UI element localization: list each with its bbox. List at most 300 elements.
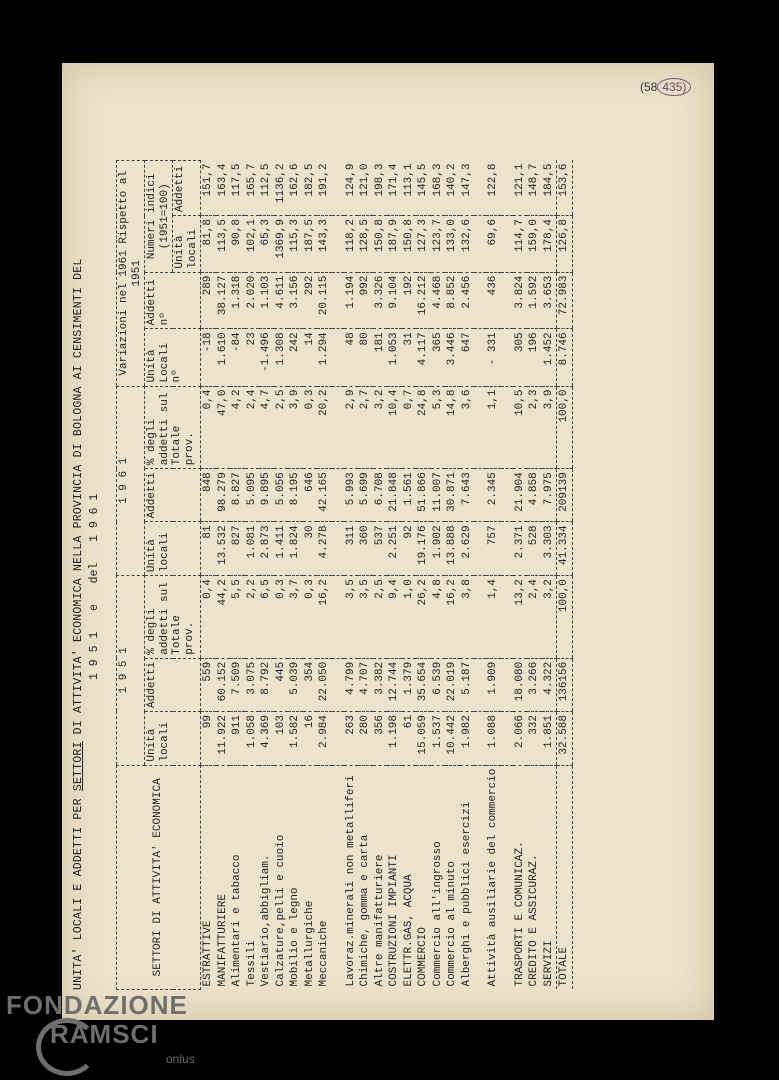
- table-cell: 4,8: [431, 576, 446, 659]
- table-cell: 3,9: [542, 386, 557, 469]
- col-1951-unita: Unità locali: [145, 711, 201, 765]
- table-cell: 198,3: [373, 161, 388, 216]
- col-ind-unita: Unità locali: [173, 216, 201, 273]
- col-indici: Numeri indici (1951=100): [145, 161, 173, 273]
- table-cell: 9.895: [259, 469, 274, 522]
- table-cell: 163,4: [216, 161, 231, 216]
- sector-label: Alimentari e tabacco: [231, 854, 243, 987]
- table-cell: 2.629: [460, 522, 475, 576]
- table-cell: 81: [201, 522, 216, 576]
- table-cell: 4.799: [344, 658, 359, 711]
- table-cell: 1.103: [259, 272, 274, 329]
- table-cell: 1.902: [431, 522, 446, 576]
- table-cell: 3.382: [373, 658, 388, 711]
- table-cell: 171,4: [387, 161, 402, 216]
- table-cell: 3.446: [445, 329, 460, 386]
- table-cell: 436: [486, 272, 501, 329]
- spacer-cell: [332, 272, 344, 329]
- sector-label: ESTRATTIVE: [202, 920, 214, 987]
- table-cell: 19.176: [416, 522, 431, 576]
- table-row: [317, 161, 332, 990]
- table-cell: 3.303: [542, 522, 557, 576]
- group-1961-header: 1 9 6 1: [117, 386, 145, 576]
- table-row: [431, 161, 446, 990]
- table-cell: 2.371: [513, 522, 528, 576]
- spacer-cell: [501, 469, 513, 522]
- table-cell: 1.194: [344, 272, 359, 329]
- table-row: [402, 161, 417, 990]
- table-cell: 117,5: [230, 161, 245, 216]
- sector-label: COMMERCIO: [417, 927, 429, 987]
- table-cell: 121,1: [513, 161, 528, 216]
- table-cell: 23: [245, 329, 260, 386]
- table-cell: 10,4: [387, 386, 402, 469]
- table-cell: 2,9: [344, 386, 359, 469]
- table-cell: 1,0: [402, 576, 417, 659]
- table-cell: 4.117: [416, 329, 431, 386]
- table-cell: 360: [358, 522, 373, 576]
- spacer-cell: [332, 386, 344, 469]
- logo-line-1: FONDAZIONE: [6, 990, 188, 1020]
- sector-label: COSTRUZIONI IMPIANTI: [388, 854, 400, 987]
- col-ind-addetti: Addetti: [173, 161, 201, 216]
- table-cell: 112,5: [259, 161, 274, 216]
- table-cell: 0,3: [303, 386, 318, 469]
- table-cell: 184,5: [542, 161, 557, 216]
- table-cell: 305: [513, 329, 528, 386]
- spacer-cell: [474, 329, 486, 386]
- table-cell: 911: [230, 711, 245, 765]
- rotated-document: [72, 120, 662, 1000]
- table-cell: 113,5: [216, 216, 231, 273]
- table-cell: 191,2: [317, 161, 332, 216]
- sector-label: Metallurgiche: [303, 900, 316, 987]
- table-cell: 140,2: [445, 161, 460, 216]
- table-row: [387, 161, 402, 990]
- sector-label: Commercio al minuto: [446, 861, 458, 987]
- table-cell: 13.888: [445, 522, 460, 576]
- spacer-cell: [332, 329, 344, 386]
- sector-label: TOTALE: [558, 946, 570, 987]
- table-cell: 1,4: [486, 576, 501, 659]
- spacer-cell: [474, 161, 486, 216]
- table-cell: 3,6: [460, 386, 475, 469]
- table-cell: 1.592: [527, 272, 542, 329]
- table-cell: 8.746: [557, 329, 573, 386]
- table-row: [416, 161, 431, 990]
- table-cell: 42.165: [317, 469, 332, 522]
- spacer-cell: [332, 765, 344, 989]
- table-cell: 2.251: [387, 522, 402, 576]
- table-cell: 2,3: [527, 386, 542, 469]
- col-var-unita: Unità Locali nº: [145, 329, 201, 386]
- table-cell: 3,5: [358, 576, 373, 659]
- spacer-cell: [474, 216, 486, 273]
- spacer-cell: [501, 711, 513, 765]
- table-cell: 647: [460, 329, 475, 386]
- table-cell: 4.369: [259, 711, 274, 765]
- table-cell: 30: [303, 522, 318, 576]
- table-row: [216, 161, 231, 990]
- table-cell: 2.345: [486, 469, 501, 522]
- table-cell: 159,0: [527, 216, 542, 273]
- table-cell: 1369,9: [274, 216, 289, 273]
- table-cell: 151,7: [201, 161, 216, 216]
- document-subtitle: 1 9 5 1 e del 1 9 6 1: [88, 493, 101, 680]
- spacer-cell: [474, 576, 486, 659]
- table-cell: 356: [373, 711, 388, 765]
- spacer-cell: [501, 216, 513, 273]
- table-cell: 20.115: [317, 272, 332, 329]
- table-cell: 182,5: [303, 161, 318, 216]
- census-table: [116, 160, 573, 990]
- table-cell: 41.334: [557, 522, 573, 576]
- table-row: [358, 161, 373, 990]
- sector-label: SERVIZI: [542, 940, 555, 987]
- table-row: [274, 161, 289, 990]
- table-cell: 537: [373, 522, 388, 576]
- table-cell: 148,7: [527, 161, 542, 216]
- table-cell: 2,4: [245, 386, 260, 469]
- table-cell: 559: [201, 658, 216, 711]
- table-cell: 22.019: [445, 658, 460, 711]
- table-cell: 4.611: [274, 272, 289, 329]
- sector-label: Altre manifatturiere: [373, 854, 386, 987]
- table-cell: 992: [358, 272, 373, 329]
- table-cell: 69,6: [486, 216, 501, 273]
- table-cell: 102,1: [245, 216, 260, 273]
- table-cell: 15.059: [416, 711, 431, 765]
- table-cell: 98.279: [216, 469, 231, 522]
- table-cell: 192: [402, 272, 417, 329]
- table-cell: 5.993: [344, 469, 359, 522]
- table-row: [486, 161, 501, 990]
- table-cell: 61: [402, 711, 417, 765]
- table-cell: 1.452: [542, 329, 557, 386]
- table-cell: 100,0: [557, 576, 573, 659]
- table-cell: 128,5: [358, 216, 373, 273]
- table-cell: 1.081: [245, 522, 260, 576]
- table-cell: -18: [201, 329, 216, 386]
- table-cell: 528: [527, 522, 542, 576]
- spacer-cell: [474, 765, 486, 989]
- table-cell: 153,6: [557, 161, 573, 216]
- spacer-cell: [501, 576, 513, 659]
- spacer-cell: [474, 469, 486, 522]
- table-cell: 2.020: [245, 272, 260, 329]
- table-cell: 60.152: [216, 658, 231, 711]
- table-row: [245, 161, 260, 990]
- table-cell: 8.852: [445, 272, 460, 329]
- table-cell: 143,3: [317, 216, 332, 273]
- page-stamp: [640, 80, 691, 94]
- table-cell: 1.088: [486, 711, 501, 765]
- table-cell: 147,3: [460, 161, 475, 216]
- spacer-cell: [501, 522, 513, 576]
- table-cell: 2,5: [373, 576, 388, 659]
- table-row: [542, 161, 557, 990]
- sector-label: Commercio all'ingrosso: [431, 841, 444, 987]
- table-cell: 115,3: [288, 216, 303, 273]
- table-cell: 10.442: [445, 711, 460, 765]
- table-cell: 21.904: [513, 469, 528, 522]
- spacer-cell: [332, 576, 344, 659]
- table-cell: 289: [201, 272, 216, 329]
- table-cell: 8.195: [288, 469, 303, 522]
- table-cell: 187,5: [303, 216, 318, 273]
- table-cell: 2,5: [274, 386, 289, 469]
- table-cell: 150,8: [373, 216, 388, 273]
- table-cell: 9.104: [387, 272, 402, 329]
- spacer-cell: [474, 522, 486, 576]
- table-cell: 113,1: [402, 161, 417, 216]
- spacer-cell: [474, 386, 486, 469]
- table-cell: 44,2: [216, 576, 231, 659]
- table-cell: 8.792: [259, 658, 274, 711]
- title-rest: DI ATTIVITA' ECONOMICA NELLA PROVINCIA DI BOLOGNA AI CENSIMENTI DEL: [72, 258, 85, 742]
- table-cell: 0,4: [201, 386, 216, 469]
- table-cell: 5.699: [358, 469, 373, 522]
- table-cell: -1.496: [259, 329, 274, 386]
- table-cell: 3.266: [527, 658, 542, 711]
- table-cell: 90,8: [230, 216, 245, 273]
- sector-label: Tessili: [245, 940, 258, 987]
- table-cell: 14: [303, 329, 318, 386]
- table-cell: 5.095: [245, 469, 260, 522]
- spacer-cell: [332, 161, 344, 216]
- table-cell: 5,5: [230, 576, 245, 659]
- fondazione-gramsci-logo: [6, 990, 195, 1066]
- table-cell: 3,9: [288, 386, 303, 469]
- col-1951-pct: % degli addetti sul Totale prov.: [145, 576, 201, 659]
- table-cell: 32.588: [557, 711, 573, 765]
- table-cell: 35.654: [416, 658, 431, 711]
- table-cell: 0,3: [303, 576, 318, 659]
- col-1961-pct: % degli addetti sul Totale prov.: [145, 386, 201, 469]
- table-cell: 1.379: [402, 658, 417, 711]
- table-cell: 122,8: [486, 161, 501, 216]
- table-cell: 165,7: [245, 161, 260, 216]
- table-cell: 12.744: [387, 658, 402, 711]
- table-cell: 3,2: [373, 386, 388, 469]
- col-var-addetti: Addetti nº: [145, 272, 201, 329]
- table-cell: 13.532: [216, 522, 231, 576]
- table-cell: 168,3: [431, 161, 446, 216]
- table-cell: 4.707: [358, 658, 373, 711]
- table-cell: 30.871: [445, 469, 460, 522]
- spacer-cell: [501, 329, 513, 386]
- table-cell: 2.873: [259, 522, 274, 576]
- table-cell: 162,6: [288, 161, 303, 216]
- table-cell: 38.127: [216, 272, 231, 329]
- table-cell: 22.050: [317, 658, 332, 711]
- table-cell: 114,7: [513, 216, 528, 273]
- table-cell: 3,7: [288, 576, 303, 659]
- title-prefix: UNITA' LOCALI E ADDETTI PER: [72, 798, 85, 990]
- table-cell: 1.198: [387, 711, 402, 765]
- group-variation-header: Variazioni nel 1961 Rispetto al 1951: [117, 161, 145, 387]
- table-row: [201, 161, 216, 990]
- table-cell: 11.007: [431, 469, 446, 522]
- table-cell: 3,2: [542, 576, 557, 659]
- table-row: [445, 161, 460, 990]
- table-cell: 1.537: [431, 711, 446, 765]
- table-cell: 292: [303, 272, 318, 329]
- table-cell: 3.156: [288, 272, 303, 329]
- sector-label: ELETTR.GAS, ACQUA: [402, 874, 415, 987]
- table-cell: 1.610: [216, 329, 231, 386]
- table-cell: 100,0: [557, 386, 573, 469]
- col-1961-addetti: Addetti: [145, 469, 201, 522]
- table-cell: 3,8: [460, 576, 475, 659]
- table-cell: 311: [344, 522, 359, 576]
- table-cell: 2.984: [317, 711, 332, 765]
- sector-label: Mobilio e legno: [289, 887, 301, 987]
- sector-header: SETTORI DI ATTIVITA' ECONOMICA: [117, 765, 201, 989]
- table-cell: 136156: [557, 658, 573, 711]
- col-1961-unita: Unità locali: [145, 522, 201, 576]
- table-cell: 6,5: [259, 576, 274, 659]
- table-row: [303, 161, 318, 990]
- table-cell: 3.824: [513, 272, 528, 329]
- table-cell: 263: [344, 711, 359, 765]
- table-row: [373, 161, 388, 990]
- table-cell: 7.509: [230, 658, 245, 711]
- table-cell: 16: [303, 711, 318, 765]
- spacer-cell: [332, 711, 344, 765]
- table-row: [557, 161, 573, 990]
- table-cell: 80: [358, 329, 373, 386]
- table-cell: 4.322: [542, 658, 557, 711]
- stamp-circled-number: 435): [657, 78, 691, 96]
- table-cell: 1.982: [460, 711, 475, 765]
- table-cell: - 331: [486, 329, 501, 386]
- table-cell: 133,0: [445, 216, 460, 273]
- sector-label: CREDITO E ASSICURAZ.: [528, 854, 540, 987]
- sector-label: Vestiario,abbigliam.: [260, 854, 272, 987]
- table-cell: 103: [274, 711, 289, 765]
- table-cell: 1.561: [402, 469, 417, 522]
- table-cell: 124,9: [344, 161, 359, 216]
- table-cell: 4.858: [527, 469, 542, 522]
- table-cell: 8.827: [230, 469, 245, 522]
- table-cell: 145,5: [416, 161, 431, 216]
- table-cell: 1.058: [245, 711, 260, 765]
- table-cell: 4.278: [317, 522, 332, 576]
- table-cell: 16,2: [445, 576, 460, 659]
- table-cell: 0,3: [274, 576, 289, 659]
- table-cell: 31: [402, 329, 417, 386]
- row-spacer: [501, 161, 513, 990]
- table-cell: 14,8: [445, 386, 460, 469]
- table-cell: 5.039: [288, 658, 303, 711]
- table-cell: 0,4: [201, 576, 216, 659]
- table-cell: 118,2: [344, 216, 359, 273]
- spacer-cell: [474, 658, 486, 711]
- sector-label: Meccaniche: [318, 920, 330, 987]
- sector-label: Chimiche, gomma e carta: [359, 834, 371, 987]
- spacer-cell: [501, 386, 513, 469]
- table-cell: 26,2: [416, 576, 431, 659]
- table-cell: 11.922: [216, 711, 231, 765]
- table-cell: 81,8: [201, 216, 216, 273]
- table-cell: 178,4: [542, 216, 557, 273]
- table-cell: 126,8: [557, 216, 573, 273]
- table-cell: 1.411: [274, 522, 289, 576]
- table-cell: 132,6: [460, 216, 475, 273]
- table-cell: 646: [303, 469, 318, 522]
- table-cell: 6.539: [431, 658, 446, 711]
- table-cell: 1.294: [317, 329, 332, 386]
- table-cell: 4.468: [431, 272, 446, 329]
- document-title: [72, 120, 85, 990]
- spacer-cell: [501, 161, 513, 216]
- spacer-cell: [501, 658, 513, 711]
- logo-line-2: RAMSCI: [50, 1019, 159, 1049]
- table-cell: 5.056: [274, 469, 289, 522]
- table-cell: 1.318: [230, 272, 245, 329]
- table-cell: 1,1: [486, 386, 501, 469]
- table-cell: 3.075: [245, 658, 260, 711]
- table-cell: 123,7: [431, 216, 446, 273]
- table-cell: 47,0: [216, 386, 231, 469]
- table-row: [344, 161, 359, 990]
- table-cell: 365: [431, 329, 446, 386]
- logo-line-3: onlus: [166, 1052, 195, 1066]
- table-cell: 48: [344, 329, 359, 386]
- sector-label: Attività ausiliarie del commercio: [487, 768, 499, 987]
- table-cell: 2,2: [245, 576, 260, 659]
- table-cell: 242: [288, 329, 303, 386]
- table-cell: 354: [303, 658, 318, 711]
- table-row: [527, 161, 542, 990]
- sector-label: Lavoraz.minerali non metalliferi: [344, 775, 357, 987]
- table-cell: 121,0: [358, 161, 373, 216]
- row-spacer: [332, 161, 344, 990]
- spacer-cell: [332, 469, 344, 522]
- sector-label: Calzature,pelli e cuoio: [274, 834, 287, 987]
- table-cell: 181: [373, 329, 388, 386]
- spacer-cell: [501, 272, 513, 329]
- table-cell: 92: [402, 522, 417, 576]
- table-cell: 99: [201, 711, 216, 765]
- table-row: [460, 161, 475, 990]
- table-cell: 1.308: [274, 329, 289, 386]
- table-cell: 6.708: [373, 469, 388, 522]
- table-cell: 1.053: [387, 329, 402, 386]
- table-cell: 280: [358, 711, 373, 765]
- table-cell: 187,9: [387, 216, 402, 273]
- table-cell: 2,4: [527, 576, 542, 659]
- row-spacer: [474, 161, 486, 990]
- table-cell: 72.983: [557, 272, 573, 329]
- table-cell: 1.582: [288, 711, 303, 765]
- logo-g-mark: [36, 1018, 98, 1076]
- table-cell: 4,7: [259, 386, 274, 469]
- stamp-number: (58: [640, 80, 658, 94]
- spacer-cell: [332, 216, 344, 273]
- table-cell: -84: [230, 329, 245, 386]
- table-cell: 2,7: [358, 386, 373, 469]
- table-cell: 3.326: [373, 272, 388, 329]
- table-cell: 24,8: [416, 386, 431, 469]
- table-cell: 51.866: [416, 469, 431, 522]
- sector-label: MANIFATTURIERE: [216, 894, 229, 987]
- spacer-cell: [474, 711, 486, 765]
- table-row: [288, 161, 303, 990]
- table-cell: 1136,2: [274, 161, 289, 216]
- table-cell: 16,2: [317, 576, 332, 659]
